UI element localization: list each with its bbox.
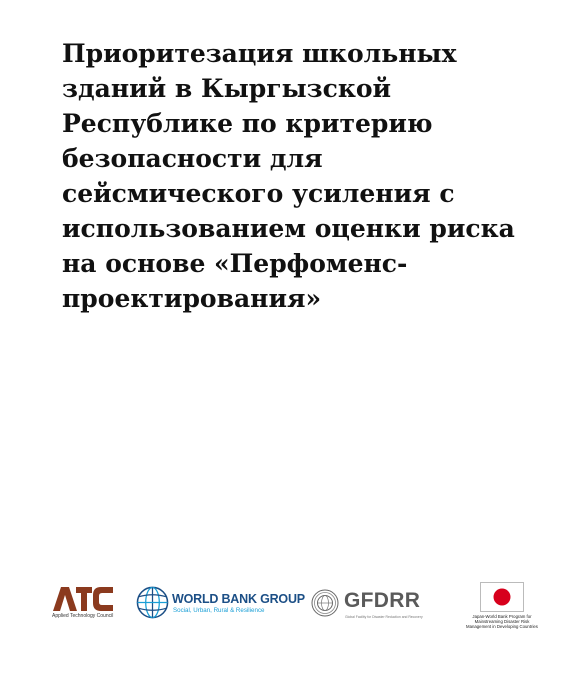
world-bank-logo xyxy=(136,586,305,620)
gfdrr-name: GFDRR xyxy=(344,589,421,612)
document-title: Приоритезация школьных зданий в Кыргызской Республике по критерию безопасности для сейсмического усиления с использованием оценки риска на основе «Перфоменс- проектирования» xyxy=(62,39,515,313)
gfdrr-subtitle: Global Facility for Disaster Reduction and Recovery xyxy=(345,615,423,619)
atc-subtitle: Applied Technology Council xyxy=(52,613,114,619)
partner-logos xyxy=(0,580,587,640)
japan-program-logo xyxy=(462,582,542,632)
globe-icon xyxy=(136,586,169,619)
atc-logo xyxy=(52,586,122,619)
world-bank-subtitle: Social, Urban, Rural & Resilience xyxy=(173,607,265,614)
gfdrr-logo xyxy=(311,586,441,620)
atc-logo-mark xyxy=(52,586,114,612)
world-bank-name: WORLD BANK GROUP xyxy=(172,592,305,606)
gfdrr-seal-icon xyxy=(311,589,339,617)
japan-program-subtitle: Japan-World Bank Program for Mainstreaming Disaster Risk Management in Developing Countries xyxy=(466,614,538,629)
japan-flag-icon xyxy=(480,582,524,612)
